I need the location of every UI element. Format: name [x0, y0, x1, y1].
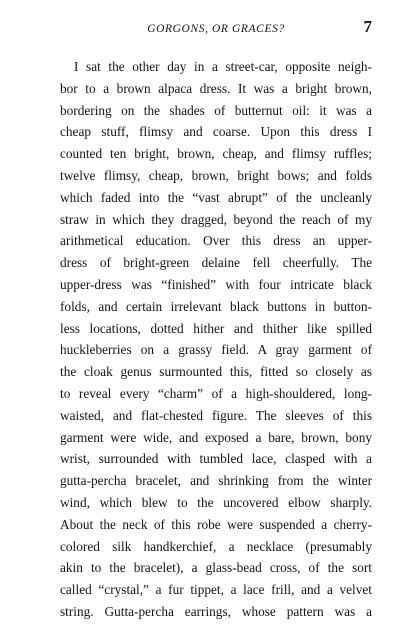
text-line: string. Gutta-percha earrings, whose pattern was a: [60, 603, 372, 619]
text-line: About the neck of this robe were suspended a cherry-: [60, 516, 372, 532]
text-line: straw in which they dragged, beyond the reach of my: [60, 211, 372, 227]
running-title: GORGONS, OR GRACES?: [147, 23, 285, 35]
text-line: huckleberries on a grassy field. A gray garment of: [60, 342, 372, 358]
text-line: to reveal every “charm” of a high-shouldered, long-: [60, 385, 372, 401]
text-line: I sat the other day in a street-car, opposite neigh-: [74, 59, 372, 74]
text-line: akin to the bracelet), a glass-bead cross, of the sort: [60, 560, 372, 576]
text-line: wind, which blew to the uncovered elbow sharply.: [60, 494, 372, 510]
text-line: the cloak genus surmounted this, fitted so closely as: [60, 364, 372, 380]
page-number: 7: [363, 17, 372, 36]
text-line: which faded into the “vast abrupt” of the uncleanly: [60, 189, 372, 205]
text-line: twelve flimsy, cheap, brown, bright bows; and folds: [60, 167, 372, 183]
text-line: called “crystal,” a fur tippet, a lace frill, and a velvet: [60, 582, 372, 598]
text-line: folds, and certain irrelevant black buttons in button-: [60, 298, 372, 314]
running-header: [60, 19, 372, 39]
text-line: bordering on the shades of butternut oil: it was a: [60, 102, 372, 118]
text-line: colored silk handkerchief, a necklace (presumably: [60, 538, 372, 554]
text-line: wrist, surrounded with tumbled lace, clasped with a: [60, 451, 372, 467]
text-line: waisted, and flat-chested figure. The sleeves of this: [60, 407, 372, 423]
body-paragraph: [60, 56, 372, 623]
text-line: cheap stuff, flimsy and coarse. Upon this dress I: [60, 124, 372, 140]
text-line: gutta-percha bracelet, and shrinking from the winter: [60, 473, 372, 489]
text-line: less locations, dotted hither and thither like spilled: [60, 320, 372, 336]
text-line: upper-dress was “finished” with four intricate black: [60, 276, 372, 292]
text-line: counted ten bright, brown, cheap, and flimsy ruffles;: [60, 146, 372, 162]
text-line: arithmetical education. Over this dress an upper-: [60, 233, 372, 249]
text-line: dress of bright-green delaine fell cheerfully. The: [60, 255, 372, 271]
text-line: garment were wide, and exposed a bare, brown, bony: [60, 429, 372, 445]
text-line: bor to a brown alpaca dress. It was a bright brown,: [60, 80, 372, 96]
